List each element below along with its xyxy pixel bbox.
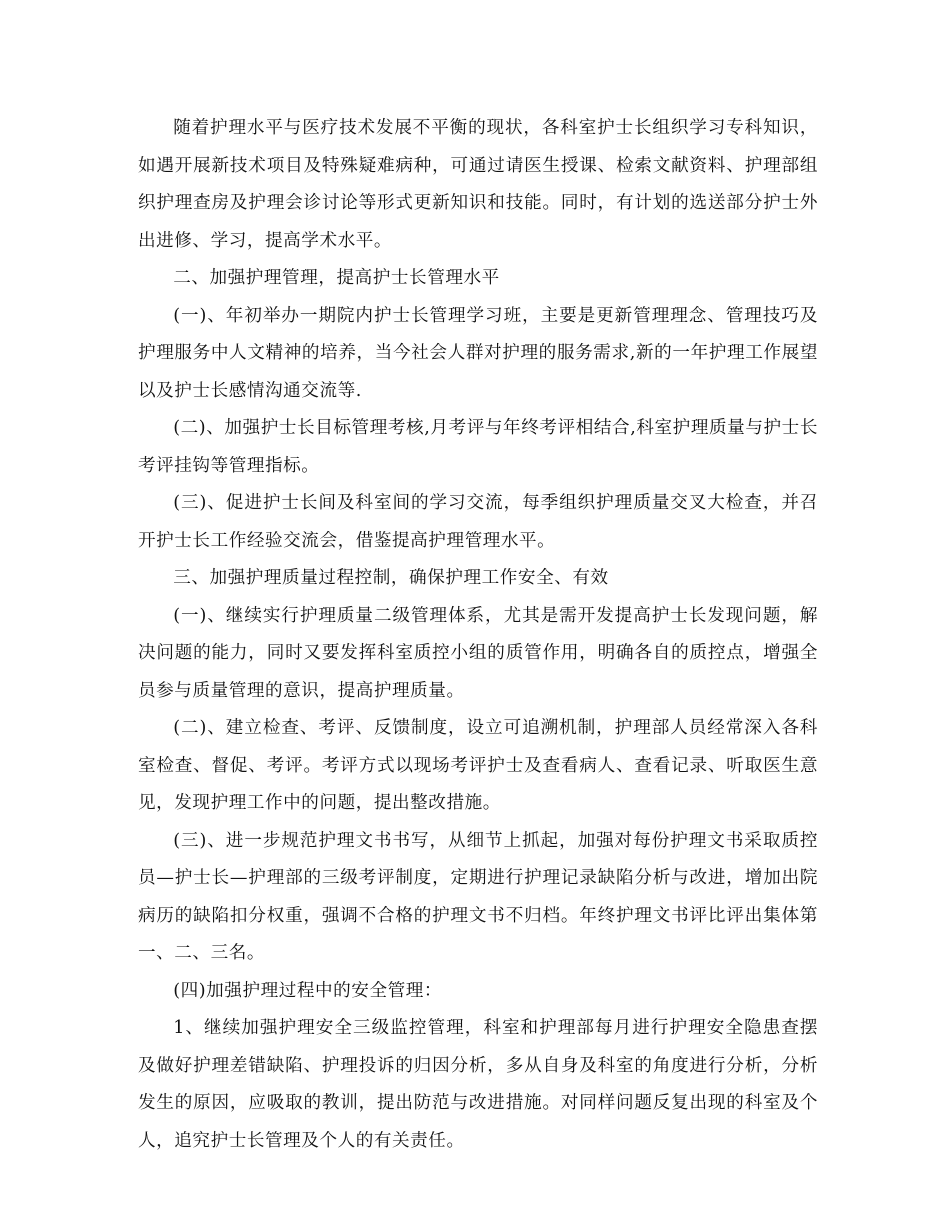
paragraph-2-3: (三)、促进护士长间及科室间的学习交流，每季组织护理质量交叉大检查，并召开护士长工作经验交流会，借鉴提高护理管理水平。 [138,493,818,551]
heading-section-2: 二、加强护理管理，提高护士长管理水平 [173,268,500,288]
paragraph-2-2: (二)、加强护士长目标管理考核,月考评与年终考评相结合,科室护理质量与护士长考评挂钩等管理指标。 [138,418,818,476]
paragraph-2-1: (一)、年初举办一期院内护士长管理学习班，主要是更新管理理念、管理技巧及护理服务中人文精神的培养，当今社会人群对护理的服务需求,新的一年护理工作展望以及护士长感情沟通交流等. [138,305,818,401]
document-body [138,110,818,1160]
paragraph-3-1: (一)、继续实行护理质量二级管理体系，尤其是需开发提高护士长发现问题，解决问题的能力，同时又要发挥科室质控小组的质管作用，明确各自的质控点，增强全员参与质量管理的意识，提高护理质量。 [138,605,818,701]
paragraph-3-2: (二)、建立检查、考评、反馈制度，设立可追溯机制，护理部人员经常深入各科室检查、督促、考评。考评方式以现场考评护士及查看病人、查看记录、听取医生意见，发现护理工作中的问题，提出整改措施。 [138,718,818,813]
paragraph-3-4-1: 1、继续加强护理安全三级监控管理，科室和护理部每月进行护理安全隐患查摆及做好护理差错缺陷、护理投诉的归因分析，多从自身及科室的角度进行分析，分析发生的原因，应吸取的教训，提出防范与改进措施。对同样问题反复出现的科室及个人，追究护士长管理及个人的有关责任。 [138,1018,818,1151]
heading-section-3: 三、加强护理质量过程控制，确保护理工作安全、有效 [173,568,609,588]
heading-3-4: (四)加强护理过程中的安全管理： [173,980,443,1001]
paragraph-3-3: (三)、进一步规范护理文书书写，从细节上抓起，加强对每份护理文书采取质控员—护士长—护理部的三级考评制度，定期进行护理记录缺陷分析与改进，增加出院病历的缺陷扣分权重，强调不合格的护理文书不归档。年终护理文书评比评出集体第一、二、三名。 [138,830,818,963]
paragraph-intro-training: 随着护理水平与医疗技术发展不平衡的现状，各科室护士长组织学习专科知识，如遇开展新技术项目及特殊疑难病种，可通过请医生授课、检索文献资料、护理部组织护理查房及护理会诊讨论等形式更新知识和技能。同时，有计划的选送部分护士外出进修、学习，提高学术水平。 [138,118,818,251]
